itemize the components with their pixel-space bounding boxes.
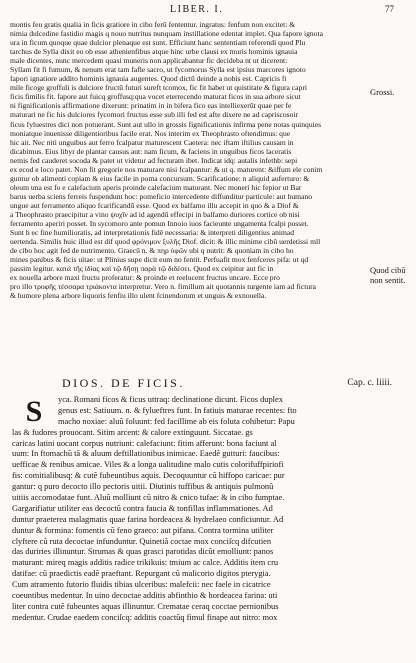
text-line: nimia dulcedine fastidio magis q nouo nutritus nunquam instillatione edentat implet. Qua fapore ignota — [10, 29, 323, 39]
text-line: Syllam fit fi fumum, & nenum erat tam fafle sacro, ut fycomorus Sylla est ipsius marcores ignoto — [10, 65, 306, 75]
text-line: ficis fimilis fit. fapore aut fuicq groffusq:qua vocet eterrecendo maturat ficos in sua arbore sicut — [10, 92, 301, 102]
text-line: maturant: mireq magis additis radice trikikuis: tmium ac calce. Additis item cru — [12, 558, 279, 568]
text-line: duntur & formina: fomentis cũ feno graeco: aut pifana. Contra tormina utiliter — [12, 525, 274, 535]
text-line: yca. Romani ficos & ficus uttraq: declinatione dicunt. Ficos duplex — [58, 395, 283, 404]
text-line: medentur. Crudae eaedem conciſcq: additis coactũq fimul finape aut nitro: mox — [12, 612, 278, 622]
text-line: a Theophrasto praecipitur a vino ψυχῖν ad id agendũ effecipi in balfamo duriores cortice ob nisi — [10, 209, 300, 219]
text-line: tarchus de Sylla dixit eo ob esse athenienfibus atque hinc urbe clausi ex muris hominis ignauia — [10, 47, 298, 57]
text-line: & humore plena arbore liquoris fenfiu illo ulent fcinendorum et unguis & exnouella. — [10, 291, 267, 301]
text-line: genus est: Satiuum. n. & fylueftres funt. In fatiuis maturae recentes: fto — [58, 405, 297, 415]
text-line: Gargarifiatur utiliter eas decoctũ contra faucia & tonfillas inflammationes. Ad — [12, 503, 273, 513]
text-line: uertenda. Similis huic illud est dif quod φρόνιμον ξυλῆς Diof. dicit: & illic minime cibũ uerdetissi mll — [10, 237, 321, 247]
text-line: dicabimus. Eius libyr de plantar causus aut: nam ficum, & faciens in unguibus ficos laceratis — [10, 146, 292, 156]
text-line: clyftere cũ ruta decoctae infunduntur. Quinetiã coctae mox conciſcq difcutien — [12, 536, 272, 546]
text-line: de cibo hoc agit fed de nutrimento. Graecũ n. & πηρ ὑφῶν ubi q nutrit: & quoniam in cibo ho — [10, 246, 294, 256]
text-line: ex nouella arbore maxi fructu proferatur: & proinde et reelucent fructus uncare. Ecce pro — [10, 273, 280, 283]
chapter-label: Cap. c. liiii. — [347, 378, 392, 388]
margin-note-non-sentit: non sentit. — [370, 275, 406, 285]
text-line: barus uerba sciens ferreis fuspendunt hoc: pomeficio intercedente diffunditur particule: aut humano — [10, 191, 313, 201]
text-line: oleum una est fo e calefacium aperis proinde calefacium maturant. Nec moneri hic fepior ut Bar — [10, 182, 302, 192]
text-line: montis feu gratis qualia in ficis gratiore in cibo ferũ fententur. ingratus: fenfum non excitet: & — [10, 20, 296, 29]
text-line: male dicentes, nunc mercedem quasi muneris non applicabantur fic decideba nt ut dicerent: — [10, 56, 288, 66]
section-heading — [62, 376, 392, 392]
margin-note-grossi: Grossi. — [370, 87, 395, 97]
text-line: caricas latini uocant corpus nutriunt: calefaciunt: fitim afferunt: bona faciunt al — [12, 438, 277, 448]
margin-note-quod-cibus: Quod cibũ — [370, 265, 406, 275]
text-line: ex ecod e loco patet. Non fit gregorie nos maturare nisi fcalpantur: & ut q. maturent: &iffum ele conim — [10, 164, 323, 174]
text-line: moniatque inuenisse diligentioribus facile erat. Nos interim ex Theophrasto oftendimus: que — [10, 128, 291, 138]
drop-cap: S — [25, 395, 43, 428]
text-line: liter contra cutẽ fubeuntes aquas illinuntur. Crematae ceraq cocctae pernionibus — [12, 601, 279, 611]
text-line: mile ficoge groffuli is dulciore fructũ futuri sureft tcomox, fic fit habet ut quistitate & figura capri — [10, 83, 307, 93]
running-title: LIBER. I. — [170, 4, 224, 15]
text-line: uitiis accomodatae funt. Aluũ molliunt cũ nitro & cnico tufae: & in cibo fumptae. — [12, 493, 285, 503]
text-line: Cum atramento futorio fluidis tibias ulceribus: malefcii: nec faele in cicatrice — [12, 580, 271, 590]
text-line: fis: comitialibusq: & cutẽ fubeuntibus aquis. Decoquuntur cũ hiffopo caricae: pur — [12, 471, 285, 481]
text-line: hic ait. Nec niti unguibus aut ferro fcalpatur maturescent Caetera: nec iftam iftilius causam in — [10, 137, 294, 147]
text-line: guntur ob alimenti copiam & eius facile in poma concursum. Scarificatione: n aliquid auferturo: & — [10, 173, 310, 183]
text-line: mines panibus & ficis uitae: ut Plinius supe dicit eum no fentit. Perfuafit mox fenfceres pifa: ut qd — [10, 255, 309, 265]
text-line: pro illo τροφῆς τέσσαρα τριάκοντα interpretur. Vero n. fimillum ait quotannis turgente iam ad fictura — [10, 282, 317, 292]
text-line: las & fudores prouocant. Sitim arcent: & calore extinguunt. Siccatae. gs — [12, 427, 253, 437]
text-line: ferramento aperiri posset. In sycomoro ante pomun Innoio iuos facieunte ungamenta fcalpi posset. — [10, 219, 309, 229]
text-line: maturari ne fic his dulciores fycomori fructus esse sub illi fed est afte dixere ne ad capriscosoir — [10, 110, 299, 120]
text-line: fapori ignatiore addito hominis ignauia augentes. Quod dictũ deinde a nobis est. Capricis fi — [10, 74, 287, 84]
text-line: das duriries illinuntur. Strumas & quas grasci parotidas dicũt emolliunt: panos — [12, 547, 274, 557]
text-line: gantur: q puro decocto illo pectoris uitii. Diutinis tuffibus & antiquis pulmonũ — [12, 482, 274, 492]
text-line: ungue aut ferramento aliquo fcarificandũ esse. Quod ex balfamo illu accepit in quo & a Diof & — [10, 200, 299, 210]
text-line: passim legitur. κατά τῆς ἰδίας καὶ τῷ δῆσῃ παρὰ τῷ διδέσει. Quod ex ceipitur aut fic in — [10, 264, 274, 274]
page-number: 77 — [385, 4, 394, 14]
text-line: coeuntibus medentur. In uino decoctae additis abfinthio & hordeacea farina: uti — [12, 591, 278, 601]
text-line: datifae: cũ praedictis eadẽ praeftant. Repurgant cũ malicorio digitos pterygia. — [12, 569, 271, 579]
text-line: duntur praeterea malagmatis quae farina hordeacea & hydrelaeo conficiuntur. Ad — [12, 514, 284, 524]
text-line: nemis fed cauderet socoda & patet ut videtur ad fecturam ibet. Indicat idq: autalis infethb: sepi — [10, 155, 298, 165]
text-line: ura in ficum quoque quae dulcior plenaque est sunt. Efficiunt hanc sententiam referendi quod Plu — [10, 38, 306, 48]
text-line: ni fignificationis affirmatione dixerunt: prinatim in in bifera fico eas intelliexerũt quae per fe — [10, 101, 292, 111]
text-line: uum: In ftomachũ tã & aluum deftillationibus inimicae. Eaedẽ gutturi: faucibus: — [12, 449, 280, 459]
section-name: DIOS. DE FICIS. — [62, 376, 185, 390]
text-line: uefficae & renibus amicae. Viles & a longa ualitudine malo cutis colorifuffpiriofi — [12, 460, 284, 470]
commentary-text — [10, 20, 364, 300]
text-line: Sunt h ec fine humilioratis, ad interpretationis fidẽ necessaria: & interpreti diligentius animad — [10, 228, 295, 238]
running-head — [0, 4, 416, 20]
text-line: ficus fyluestres dici non potuerant. Sunt aut ullo in grossis fignificationis infirma pene notas quinquies — [10, 119, 322, 129]
text-line: macho noxiae: aluũ foluunt: fed facillime ab eis foluta cohibetur: Papu — [58, 416, 295, 426]
chapter-text — [12, 395, 392, 624]
